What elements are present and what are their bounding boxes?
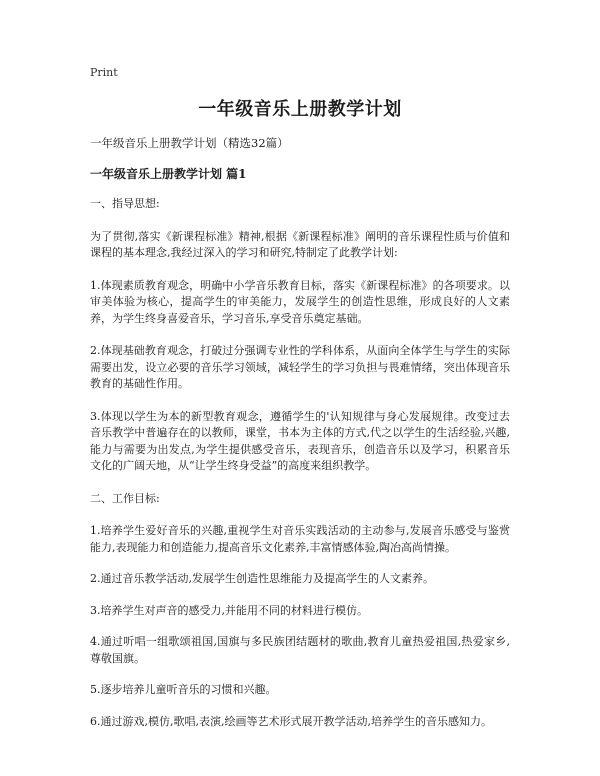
paragraph-goal-1: 1.培养学生爱好音乐的兴趣,重视学生对音乐实践活动的主动参与,发展音乐感受与鉴赏能力,表现能力和创造能力,提高音乐文化素养,丰富情感体验,陶冶高尚情操。 [90, 524, 510, 554]
paragraph-goal-3: 3.培养学生对声音的感受力,并能用不同的材料进行模仿。 [90, 603, 368, 617]
print-link[interactable]: Print [90, 66, 118, 79]
paragraph-point-2: 2.体现基础教育观念，打破过分强调专业性的学科体系，从面向全体学生与学生的实际需要出发，设立必要的音乐学习领域，减轻学生的学习负担与畏难情绪，突出体现音乐教育的基础性作用。 [90, 344, 510, 390]
heading-work-goals: 二、工作目标: [90, 491, 160, 505]
document-subtitle: 一年级音乐上册教学计划（精选32篇） [90, 136, 289, 150]
paragraph-goal-4: 4.通过听唱一组歌颂祖国,国旗与多民族团结题材的歌曲,教育儿童热爱祖国,热爱家乡,尊敬国旗。 [90, 635, 510, 665]
page-title: 一年级音乐上册教学计划 [198, 99, 402, 120]
paragraph-goal-5: 5.逐步培养儿童听音乐的习惯和兴趣。 [90, 683, 277, 696]
paragraph-point-1: 1.体现素质教育观念，明确中小学音乐教育目标，落实《新课程标准》的各项要求。以审美体验为核心，提高学生的审美能力，发展学生的创造性思维，形成良好的人文素养，为学生终身喜爱音乐，学习音乐,享受音乐奠定基础。 [90, 278, 510, 325]
section-heading: 一年级音乐上册教学计划 篇1 [90, 167, 247, 181]
heading-guiding-thought: 一、指导思想: [90, 197, 160, 210]
paragraph-goal-2: 2.通过音乐教学活动,发展学生创造性思维能力及提高学生的人文素养。 [90, 572, 434, 585]
paragraph-point-3: 3.体现以学生为本的新型教育观念，遵循学生的'认知规律与身心发展规律。改变过去音乐教学中普遍存在的以教师，课堂，书本为主体的方式,代之以学生的生活经验,兴趣,能力与需要为出发点,为学生提供感受音乐，表现音乐，创造音乐以及学习，积累音乐文化的广阔天地，从“让学生终身受益”的高度来组织教学。 [90, 409, 510, 472]
paragraph-goal-6: 6.通过游戏,模仿,歌唱,表演,绘画等艺术形式展开教学活动,培养学生的音乐感知力。 [90, 714, 492, 728]
document-page [90, 66, 510, 745]
paragraph-intro: 为了贯彻,落实《新课程标准》精神,根据《新课程标准》阐明的音乐课程性质与价值和课程的基本理念,我经过深入的学习和研究,特制定了此教学计划: [90, 229, 510, 259]
